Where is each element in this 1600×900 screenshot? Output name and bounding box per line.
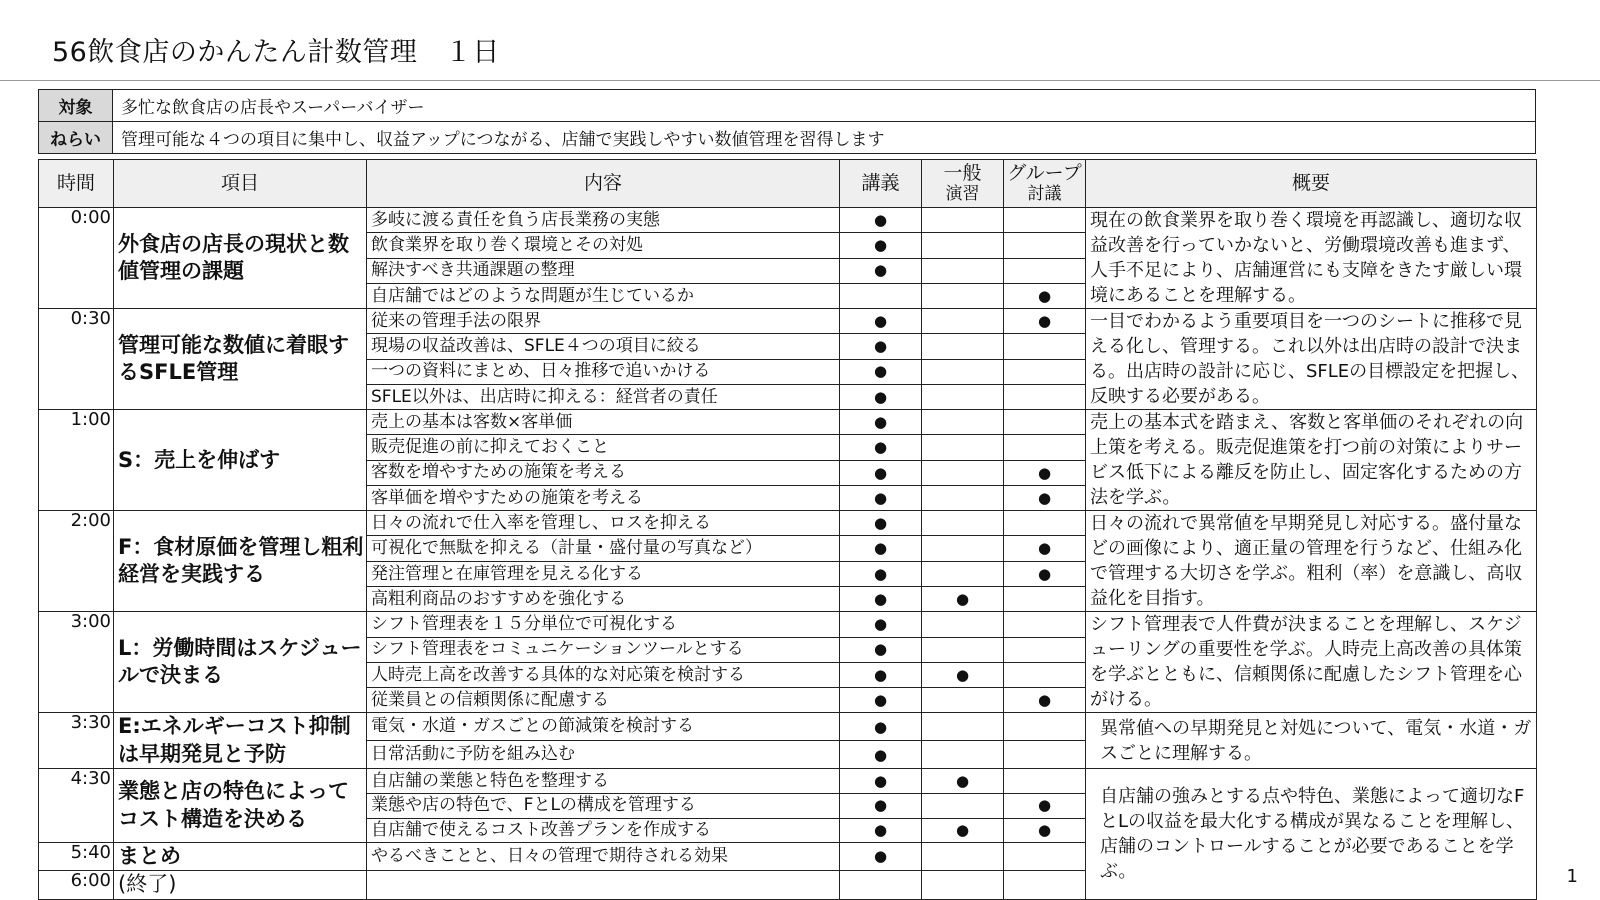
exercise-mark-cell <box>922 871 1004 899</box>
lecture-mark: ● <box>840 561 922 586</box>
target-label: 対象 <box>39 90 113 122</box>
group-mark-cell <box>1004 612 1086 637</box>
group-mark-cell <box>1004 871 1086 899</box>
content-cell: シフト管理表をコミュニケーションツールとする <box>367 637 840 662</box>
content-cell: 従来の管理手法の限界 <box>367 309 840 334</box>
content-cell: 解決すべき共通課題の整理 <box>367 258 840 283</box>
header-group <box>1004 160 1086 208</box>
session-item: 外食店の店長の現状と数値管理の課題 <box>114 208 367 309</box>
group-mark-cell <box>1004 586 1086 611</box>
exercise-mark-cell <box>922 410 1004 435</box>
header-summary: 概要 <box>1086 160 1537 208</box>
session-time: 3:30 <box>39 713 114 769</box>
header-group-line1: グループ <box>1007 161 1082 184</box>
lecture-mark: ● <box>840 233 922 258</box>
exercise-mark-cell <box>922 612 1004 637</box>
lecture-mark: ● <box>840 769 922 794</box>
schedule-table <box>38 159 1537 900</box>
header-exercise <box>922 160 1004 208</box>
lecture-mark: ● <box>840 460 922 485</box>
content-cell: 客単価を増やすための施策を考える <box>367 485 840 510</box>
schedule-row <box>39 208 1537 233</box>
lecture-mark: ● <box>840 688 922 713</box>
lecture-mark: ● <box>840 741 922 769</box>
lecture-mark: ● <box>840 258 922 283</box>
target-value: 多忙な飲食店の店長やスーパーバイザー <box>113 90 1536 122</box>
exercise-mark-cell <box>922 233 1004 258</box>
group-mark-cell <box>1004 410 1086 435</box>
exercise-mark: ● <box>922 586 1004 611</box>
target-row <box>39 90 1536 122</box>
exercise-mark-cell <box>922 485 1004 510</box>
content-cell: 従業員との信頼関係に配慮する <box>367 688 840 713</box>
content-cell: 可視化で無駄を抑える（計量・盛付量の写真など） <box>367 536 840 561</box>
content-cell: 業態や店の特色で、FとLの構成を管理する <box>367 793 840 818</box>
session-summary: 一目でわかるよう重要項目を一つのシートに推移で見える化し、管理する。これ以外は出店時の設計で決まる。出店時の設計に応じ、SFLEの目標設定を把握し、反映する必要がある。 <box>1086 309 1537 410</box>
exercise-mark-cell <box>922 511 1004 536</box>
lecture-mark-cell <box>840 871 922 899</box>
header-time: 時間 <box>39 160 114 208</box>
session-item: F：食材原価を管理し粗利経営を実践する <box>114 511 367 612</box>
content-cell: 一つの資料にまとめ、日々推移で追いかける <box>367 359 840 384</box>
session-summary: 日々の流れで異常値を早期発見し対応する。盛付量などの画像により、適正量の管理を行うなど、仕組み化で管理する大切さを学ぶ。粗利（率）を意識し、高収益化を目指す。 <box>1086 511 1537 612</box>
exercise-mark: ● <box>922 818 1004 843</box>
exercise-mark-cell <box>922 561 1004 586</box>
header-exercise-line2: 演習 <box>945 183 980 204</box>
content-cell <box>367 871 840 899</box>
group-mark: ● <box>1004 561 1086 586</box>
lecture-mark: ● <box>840 309 922 334</box>
group-mark: ● <box>1004 485 1086 510</box>
session-time: 6:00 <box>39 871 114 899</box>
lecture-mark-cell <box>840 283 922 308</box>
exercise-mark-cell <box>922 793 1004 818</box>
session-item: E:エネルギーコスト抑制は早期発見と予防 <box>114 713 367 769</box>
group-mark: ● <box>1004 818 1086 843</box>
content-cell: 電気・水道・ガスごとの節減策を検討する <box>367 713 840 741</box>
content-cell: 売上の基本は客数×客単価 <box>367 410 840 435</box>
exercise-mark-cell <box>922 637 1004 662</box>
exercise-mark-cell <box>922 258 1004 283</box>
content-cell: SFLE以外は、出店時に抑える：経営者の責任 <box>367 384 840 409</box>
group-mark-cell <box>1004 511 1086 536</box>
content-cell: 現場の収益改善は、SFLE４つの項目に絞る <box>367 334 840 359</box>
schedule-row <box>39 511 1537 536</box>
group-mark: ● <box>1004 536 1086 561</box>
group-mark: ● <box>1004 688 1086 713</box>
group-mark-cell <box>1004 258 1086 283</box>
session-time: 2:00 <box>39 511 114 612</box>
lecture-mark: ● <box>840 612 922 637</box>
group-mark-cell <box>1004 359 1086 384</box>
lecture-mark: ● <box>840 334 922 359</box>
aim-row <box>39 122 1536 154</box>
exercise-mark-cell <box>922 384 1004 409</box>
group-mark-cell <box>1004 384 1086 409</box>
content-cell: 発注管理と在庫管理を見える化する <box>367 561 840 586</box>
content-cell: 飲食業界を取り巻く環境とその対処 <box>367 233 840 258</box>
group-mark-cell <box>1004 334 1086 359</box>
content-cell: 自店舗で使えるコスト改善プランを作成する <box>367 818 840 843</box>
content-cell: 販売促進の前に抑えておくこと <box>367 435 840 460</box>
content-cell: 多岐に渡る責任を負う店長業務の実態 <box>367 208 840 233</box>
group-mark-cell <box>1004 208 1086 233</box>
session-item: (終了) <box>114 871 367 899</box>
session-item: S：売上を伸ばす <box>114 410 367 511</box>
session-item: 管理可能な数値に着眼するSFLE管理 <box>114 309 367 410</box>
session-time: 0:00 <box>39 208 114 309</box>
session-time: 5:40 <box>39 843 114 871</box>
content-cell: やるべきことと、日々の管理で期待される効果 <box>367 843 840 871</box>
session-summary: 売上の基本式を踏まえ、客数と客単価のそれぞれの向上策を考える。販売促進策を打つ前の対策によりサービス低下による離反を防止し、固定客化するための方法を学ぶ。 <box>1086 410 1537 511</box>
schedule-row <box>39 309 1537 334</box>
schedule-row <box>39 612 1537 637</box>
group-mark-cell <box>1004 769 1086 794</box>
exercise-mark-cell <box>922 359 1004 384</box>
lecture-mark: ● <box>840 713 922 741</box>
lecture-mark: ● <box>840 410 922 435</box>
session-summary: シフト管理表で人件費が決まることを理解し、スケジューリングの重要性を学ぶ。人時売上高改善の具体策を学ぶとともに、信頼関係に配慮したシフト管理を心がける。 <box>1086 612 1537 713</box>
session-time: 3:00 <box>39 612 114 713</box>
exercise-mark-cell <box>922 435 1004 460</box>
header-lecture: 講義 <box>840 160 922 208</box>
content-cell: 日常活動に予防を組み込む <box>367 741 840 769</box>
lecture-mark: ● <box>840 843 922 871</box>
group-mark-cell <box>1004 233 1086 258</box>
exercise-mark-cell <box>922 334 1004 359</box>
header-item: 項目 <box>114 160 367 208</box>
exercise-mark: ● <box>922 662 1004 687</box>
session-time: 4:30 <box>39 769 114 843</box>
exercise-mark-cell <box>922 309 1004 334</box>
lecture-mark: ● <box>840 485 922 510</box>
content-cell: 自店舗の業態と特色を整理する <box>367 769 840 794</box>
schedule-body <box>39 208 1537 900</box>
session-summary: 異常値への早期発見と対処について、電気・水道・ガスごとに理解する。 <box>1086 713 1537 769</box>
exercise-mark-cell <box>922 460 1004 485</box>
session-item: L：労働時間はスケジュールで決まる <box>114 612 367 713</box>
page-title: 56飲食店のかんたん計数管理 １日 <box>52 37 500 68</box>
aim-label: ねらい <box>39 122 113 154</box>
exercise-mark-cell <box>922 843 1004 871</box>
lecture-mark: ● <box>840 536 922 561</box>
group-mark-cell <box>1004 843 1086 871</box>
lecture-mark: ● <box>840 586 922 611</box>
title-divider <box>0 80 1600 81</box>
schedule-row <box>39 410 1537 435</box>
lecture-mark: ● <box>840 637 922 662</box>
exercise-mark: ● <box>922 769 1004 794</box>
group-mark-cell <box>1004 435 1086 460</box>
header-group-line2: 討議 <box>1027 183 1062 204</box>
course-info-table <box>38 89 1536 154</box>
content-cell: 日々の流れで仕入率を管理し、ロスを抑える <box>367 511 840 536</box>
schedule-row <box>39 769 1537 794</box>
group-mark-cell <box>1004 662 1086 687</box>
group-mark-cell <box>1004 741 1086 769</box>
lecture-mark: ● <box>840 208 922 233</box>
exercise-mark-cell <box>922 208 1004 233</box>
content-cell: 高粗利商品のおすすめを強化する <box>367 586 840 611</box>
lecture-mark: ● <box>840 384 922 409</box>
content-cell: 自店舗ではどのような問題が生じているか <box>367 283 840 308</box>
session-time: 0:30 <box>39 309 114 410</box>
lecture-mark: ● <box>840 511 922 536</box>
exercise-mark-cell <box>922 741 1004 769</box>
aim-value: 管理可能な４つの項目に集中し、収益アップにつながる、店舗で実践しやすい数値管理を習得します <box>113 122 1536 154</box>
content-cell: 客数を増やすための施策を考える <box>367 460 840 485</box>
session-summary: 自店舗の強みとする点や特色、業態によって適切なFとLの収益を最大化する構成が異なることを理解し、店舗のコントロールすることが必要であることを学ぶ。 <box>1086 769 1537 899</box>
exercise-mark-cell <box>922 536 1004 561</box>
header-content: 内容 <box>367 160 840 208</box>
group-mark-cell <box>1004 637 1086 662</box>
lecture-mark: ● <box>840 818 922 843</box>
lecture-mark: ● <box>840 359 922 384</box>
group-mark: ● <box>1004 309 1086 334</box>
content-cell: 人時売上高を改善する具体的な対応策を検討する <box>367 662 840 687</box>
session-time: 1:00 <box>39 410 114 511</box>
lecture-mark: ● <box>840 662 922 687</box>
group-mark: ● <box>1004 460 1086 485</box>
header-exercise-line1: 一般 <box>943 161 982 184</box>
schedule-header-row <box>39 160 1537 208</box>
session-summary: 現在の飲食業界を取り巻く環境を再認識し、適切な収益改善を行っていかないと、労働環境改善も進まず、人手不足により、店舗運営にも支障をきたす厳しい環境にあることを理解する。 <box>1086 208 1537 309</box>
group-mark-cell <box>1004 713 1086 741</box>
page-number: 1 <box>1566 866 1578 887</box>
lecture-mark: ● <box>840 435 922 460</box>
group-mark: ● <box>1004 793 1086 818</box>
session-item: 業態と店の特色によってコスト構造を決める <box>114 769 367 843</box>
session-item: まとめ <box>114 843 367 871</box>
group-mark: ● <box>1004 283 1086 308</box>
lecture-mark: ● <box>840 793 922 818</box>
exercise-mark-cell <box>922 688 1004 713</box>
content-cell: シフト管理表を１５分単位で可視化する <box>367 612 840 637</box>
exercise-mark-cell <box>922 713 1004 741</box>
exercise-mark-cell <box>922 283 1004 308</box>
schedule-row <box>39 713 1537 741</box>
